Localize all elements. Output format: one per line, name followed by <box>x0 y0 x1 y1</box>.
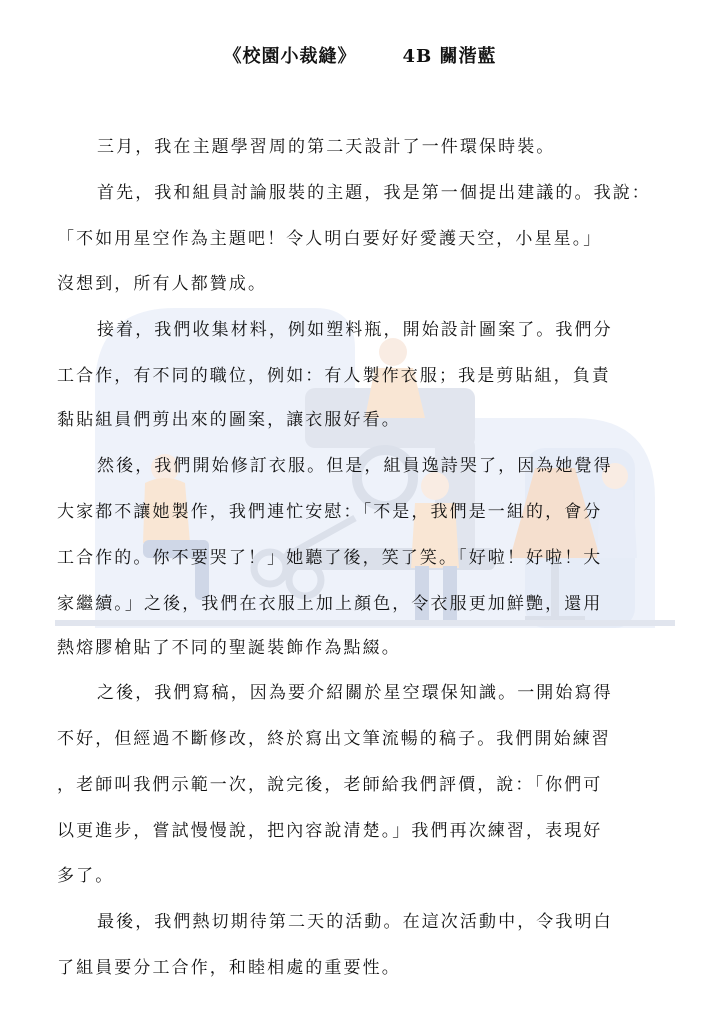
body-line: 工合作的。你不要哭了！」她聽了後，笑了笑。「好啦！好啦！大 <box>57 548 603 568</box>
body-line: 熱熔膠槍貼了不同的聖誕裝飾作為點綴。 <box>57 638 401 658</box>
body-line: 以更進步，嘗試慢慢說，把內容說清楚。」我們再次練習，表現好 <box>57 821 603 841</box>
body-line: 接着，我們收集材料，例如塑料瓶，開始設計圖案了。我們分 <box>97 320 613 340</box>
body-line: 之後，我們寫稿，因為要介紹關於星空環保知識。一開始寫得 <box>97 683 613 703</box>
document-title-line <box>0 42 720 68</box>
essay-title: 《校園小裁縫》 <box>223 46 357 67</box>
body-line: 沒想到，所有人都贊成。 <box>57 274 268 294</box>
body-line: 家繼續。」之後，我們在衣服上加上顏色，令衣服更加鮮艷，還用 <box>57 594 603 614</box>
body-line: 多了。 <box>57 866 115 886</box>
body-line: 「不如用星空作為主題吧！令人明白要好好愛護天空，小星星。」 <box>57 229 603 249</box>
body-line: 大家都不讓她製作，我們連忙安慰：「不是，我們是一組的，會分 <box>57 502 603 522</box>
body-line: 首先，我和組員討論服裝的主題，我是第一個提出建議的。我說： <box>97 183 651 203</box>
body-line: 了組員要分工合作，和睦相處的重要性。 <box>57 958 401 978</box>
body-line: 工合作，有不同的職位，例如：有人製作衣服；我是剪貼組，負責 <box>57 366 611 386</box>
body-line: 不好，但經過不斷修改，終於寫出文筆流暢的稿子。我們開始練習 <box>57 729 611 749</box>
body-line: 最後，我們熱切期待第二天的活動。在這次活動中，令我明白 <box>97 912 613 932</box>
body-line: 三月，我在主題學習周的第二天設計了一件環保時裝。 <box>97 137 556 157</box>
body-line: 然後，我們開始修訂衣服。但是，組員逸詩哭了，因為她覺得 <box>97 456 613 476</box>
body-line: ，老師叫我們示範一次，說完後，老師給我們評價，說：「你們可 <box>57 775 603 795</box>
body-line: 黏貼組員們剪出來的圖案，讓衣服好看。 <box>57 410 401 430</box>
essay-author: 4B 關湝藍 <box>402 46 497 67</box>
